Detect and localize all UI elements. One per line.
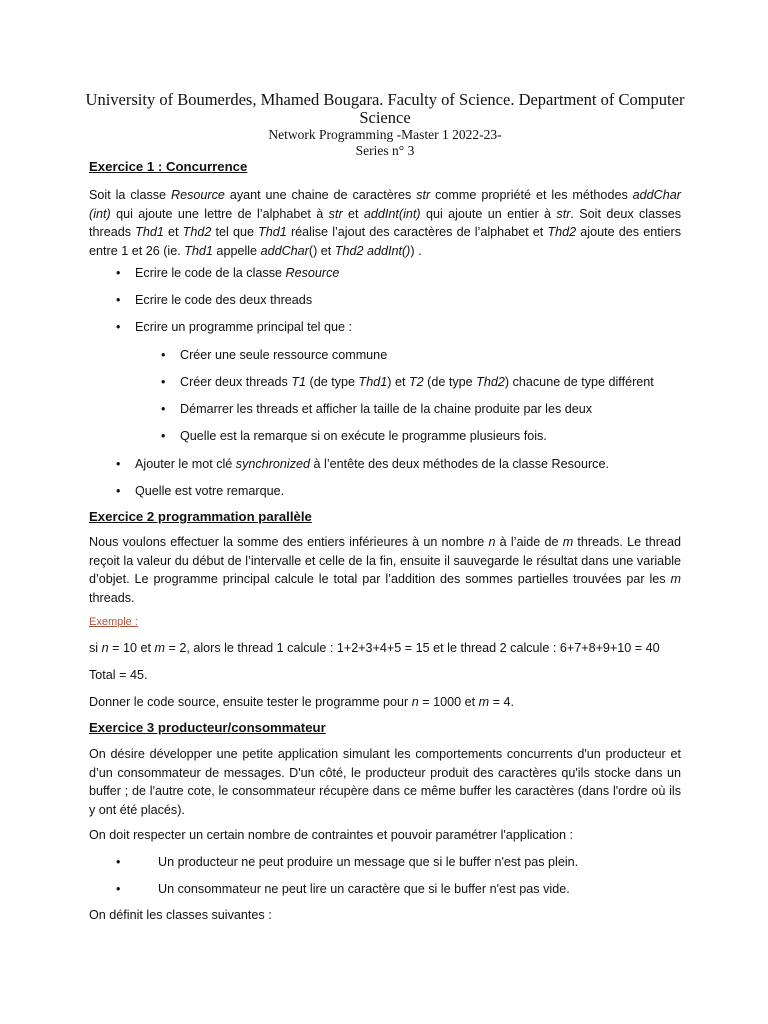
list-item-text: Un consommateur ne peut lire un caractère que si le buffer n'est pas vide. (158, 882, 570, 896)
document-title: University of Boumerdes, Mhamed Bougara. Faculty of Science. Department of Computer Science (85, 90, 685, 127)
class-name: Resource (285, 266, 340, 280)
example-text: si n = 10 et m = 2, alors le thread 1 calcule : 1+2+3+4+5 = 15 et le thread 2 calcule : 6+7+8+9+10 = 40 (89, 641, 660, 655)
list-item-text: Créer deux threads T1 (de type Thd1) et T2 (de type Thd2) chacune de type différent (180, 375, 654, 389)
exercise-3-paragraph: On désire développer une petite application simulant les comportements concurrents d'un producteur et d’un consommateur de messages. D'un côté, le producteur produit des caractères qu'ils stocke dans un buffer ; de l'autre cote, le consommateur récupère dans ce même buffer les caractères (dans l'ordre où ils y ont été placés). (89, 747, 681, 817)
list-item-text: Quelle est votre remarque. (135, 484, 285, 498)
list-item-text: Créer une seule ressource commune (180, 348, 388, 362)
list-item-text: Ecrire le code des deux threads (135, 293, 313, 307)
document-page: University of Boumerdes, Mhamed Bougara. Faculty of Science. Department of Computer Science Network Programming -Master 1 2022-23- Series n° 3 Exercice 1 : Concurrence Soit la classe Resource ayant une chaine de caractères str comme propriété et les méthodes addChar (int) qui ajoute une lettre de l’alphabet à str et addInt(int) qui ajoute un entier à str. Soit deux classes threads Thd1 et Thd2 tel que Thd1 réalise l’ajout des caractères de l’alphabet et Thd2 ajoute des entiers entre 1 et 26 (ie. Thd1 appelle addChar() et Thd2 addInt()) . • Ecrire le code de la classe Resource • Ecrire le code des deux threads • Ecrire un programme principal tel que : • Créer une seule ressource commune • Créer deux threads T1 (de type Thd1) et T2 (de type Thd2) chacune de type différent • Démarrer les threads et afficher la taille de la chaine produite par les deux • Quelle est la remarque si on exécute le programme plusieurs fois. • Ajouter le mot clé synchronized à l’entête des deux méthodes de la classe Resource. • Quelle est votre remarque. Exercice 2 programmation parallèle Nous voulons effectuer la somme des entiers inférieures à un nombre n à l’aide de m threads. Le thread reçoit la valeur du début de l’intervalle et celle de la fin, ensuite il sauvegarde le résultat dans une variable d’objet. Le programme principal calcule le total par l’addition des sommes partielles trouvées par les m threads. Exemple : si n = 10 et m = 2, alors le thread 1 calcule : 1+2+3+4+5 = 15 et le thread 2 calcule : 6+7+8+9+10 = 40 Total = 45. Donner le code source, ensuite tester le programme pour n = 1000 et m = 4. Exercice 3 producteur/consommateur On désire développer une petite application simulant les comportements concurrents d'un producteur et d’un consommateur de messages. D'un côté, le producteur produit des caractères qu'ils stocke dans un buffer ; de l'autre cote, le consommateur récupère dans ce même buffer les caractères (dans l'ordre où ils y ont été placés). On doit respecter un certain nombre de contraintes et pouvoir paramétrer l'application : • Un producteur ne peut produire un message que si le buffer n'est pas plein. • Un consommateur ne peut lire un caractère que si le buffer n'est pas vide. On définit les classes suivantes : (0, 0, 768, 1024)
list-item-text: Ecrire un programme principal tel que : (135, 320, 352, 334)
exercise-2-paragraph: Nous voulons effectuer la somme des entiers inférieures à un nombre n à l’aide de m threads. Le thread reçoit la valeur du début de l’intervalle et celle de la fin, ensuite il sauvegarde le résultat dans une variable d’objet. Le programme principal calcule le total par l’addition des sommes partielles trouvées par les m threads. (89, 535, 682, 605)
exercise-3-heading: Exercice 3 producteur/consommateur (89, 720, 326, 735)
example-label: Exemple : (89, 616, 138, 628)
list-item-text: Ecrire le code de la classe (135, 266, 282, 280)
exercise-1-heading: Exercice 1 : Concurrence (89, 159, 248, 174)
exercise-1-paragraph: Soit la classe Resource ayant une chaine de caractères str comme propriété et les méthodes addChar (int) qui ajoute une lettre de l’alphabet à str et addInt(int) qui ajoute un entier à str. Soit deux classes threads Thd1 et Thd2 tel que Thd1 réalise l’ajout des caractères de l’alphabet et Thd2 ajoute des entiers entre 1 et 26 (ie. Thd1 appelle addChar() et Thd2 addInt()) . (89, 188, 681, 258)
exercise-2-heading: Exercice 2 programmation parallèle (89, 509, 312, 524)
exercise-3-closing: On définit les classes suivantes : (89, 908, 272, 922)
exercise-2-task: Donner le code source, ensuite tester le programme pour n = 1000 et m = 4. (89, 695, 514, 709)
course-line: Network Programming -Master 1 2022-23- (268, 127, 502, 142)
list-item-text: Démarrer les threads et afficher la taille de la chaine produite par les deux (180, 402, 593, 416)
exercise-3-constraints-intro: On doit respecter un certain nombre de contraintes et pouvoir paramétrer l'application : (89, 828, 574, 842)
list-item-text: Un producteur ne peut produire un message que si le buffer n'est pas plein. (158, 855, 579, 869)
document-header (80, 91, 690, 159)
example-total: Total = 45. (89, 668, 148, 682)
list-item-text: Ajouter le mot clé synchronized à l’entête des deux méthodes de la classe Resource. (135, 457, 609, 471)
list-item-text: Quelle est la remarque si on exécute le programme plusieurs fois. (180, 429, 547, 443)
series-line: Series n° 3 (355, 143, 415, 158)
